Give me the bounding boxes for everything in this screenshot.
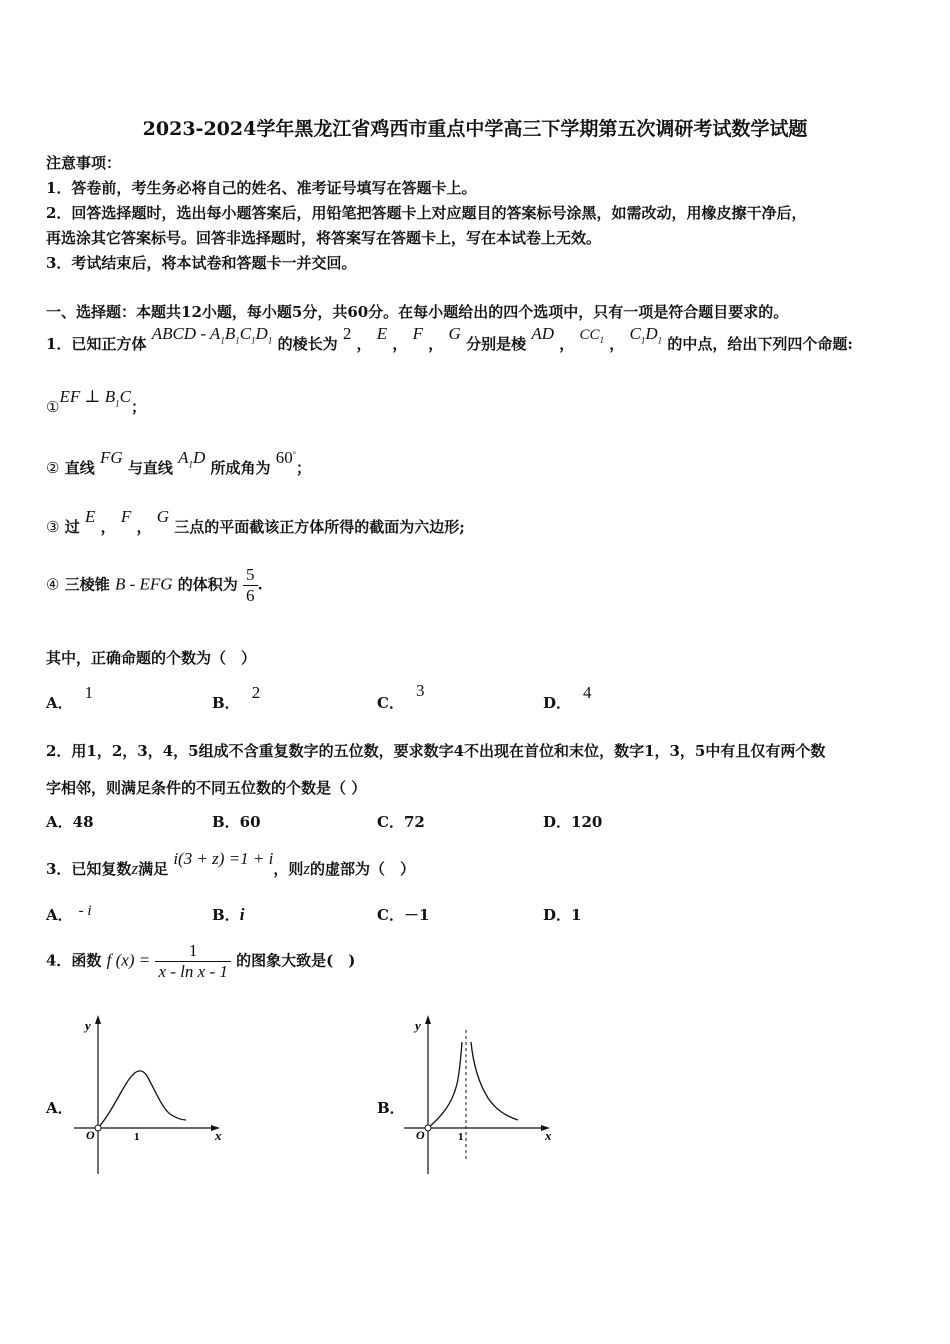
q3-option-d[interactable]: D．1 bbox=[543, 906, 582, 924]
q2-option-c[interactable]: C．72 bbox=[377, 813, 425, 831]
q1-option-b[interactable] bbox=[212, 683, 261, 713]
q1-p4-text-2: 的体积为 bbox=[177, 575, 238, 594]
fraction-denominator: x - ln x - 1 bbox=[155, 961, 230, 982]
q1-p3-e: E bbox=[84, 507, 96, 526]
q3-text-2: 满足 bbox=[138, 860, 169, 878]
axis-label-y: y bbox=[415, 1018, 421, 1033]
q1-cc: CC bbox=[579, 327, 600, 343]
q1-text-2: 的棱长为 bbox=[277, 335, 338, 353]
q1-p2-fg: FG bbox=[99, 448, 123, 467]
q1-p3-f: F bbox=[120, 507, 132, 526]
q3-z: z bbox=[131, 859, 139, 878]
q1-sub: 1 bbox=[599, 335, 604, 345]
q1-p2-text-1: 直线 bbox=[64, 459, 95, 477]
q1-p2-text-3: 所成角为 bbox=[210, 459, 271, 477]
origin-label: O bbox=[416, 1128, 425, 1142]
q1-sub: 1 bbox=[657, 335, 663, 346]
q1-proposition-3 bbox=[46, 507, 465, 537]
q1-p4-volume-fraction bbox=[243, 565, 258, 606]
q1-p4-text-1: 三棱锥 bbox=[64, 575, 110, 594]
q1-option-a[interactable] bbox=[46, 683, 94, 713]
notice-item-2-line-1: 2．回答选择题时，选出每小题答案后，用铅笔把答题卡上对应题目的答案标号涂黑，如需改动，用橡皮擦干净后， bbox=[46, 204, 807, 222]
notice-item-2-line-2: 再选涂其它答案标号。回答非选择题时，将答案写在答题卡上，写在本试卷上无效。 bbox=[46, 229, 602, 247]
q1-p2-a1d bbox=[178, 448, 206, 470]
notice-heading: 注意事项： bbox=[46, 154, 122, 172]
question-2-line-1: 2．用1，2，3，4，5组成不含重复数字的五位数，要求数字4不出现在首位和末位，数字1，3，5中有且仅有两个数 bbox=[46, 742, 826, 760]
page-title: 2023-2024学年黑龙江省鸡西市重点中学高三下学期第五次调研考试数学试题 bbox=[142, 118, 808, 140]
origin-hollow-point bbox=[95, 1125, 101, 1131]
q1-p2-text-2: 与直线 bbox=[127, 459, 173, 477]
tick-label: 1 bbox=[458, 1131, 464, 1143]
q3-text-1: 3．已知复数 bbox=[46, 860, 132, 878]
q1-p2-angle-value: 60 bbox=[275, 448, 293, 467]
q1-p1-expr-text: EF ⊥ B bbox=[59, 387, 116, 406]
q1-p1-end: ； bbox=[130, 398, 146, 416]
q4-option-b[interactable]: B． bbox=[377, 1099, 405, 1117]
q1-cube-b: B bbox=[224, 324, 236, 343]
q1-question: 其中，正确命题的个数为（ ） bbox=[46, 649, 257, 667]
q1-text-3: 分别是棱 bbox=[466, 335, 527, 353]
q1-sep: ， bbox=[428, 335, 444, 353]
function-curve-left bbox=[428, 1042, 462, 1128]
q1-p2-degree: ° bbox=[292, 450, 296, 459]
fraction-numerator: 1 bbox=[188, 941, 198, 960]
fraction-numerator: 5 bbox=[246, 565, 255, 584]
q1-text-4: 的中点，给出下列四个命题: bbox=[667, 335, 853, 353]
q3-equation: i(3 + z) =1 + i bbox=[173, 849, 274, 868]
q1-d: D bbox=[645, 324, 658, 343]
q1-option-d[interactable] bbox=[543, 683, 592, 713]
q4-text-1: 4．函数 bbox=[46, 951, 102, 970]
q3-z: z bbox=[303, 859, 311, 878]
option-label: C． bbox=[377, 694, 404, 712]
q1-sep: ， bbox=[392, 335, 408, 353]
q1-p4-expr: B - EFG bbox=[114, 574, 173, 594]
q3-text-3: ，则 bbox=[273, 860, 304, 878]
option-value: 4 bbox=[583, 683, 592, 702]
q1-proposition-1 bbox=[46, 387, 146, 418]
section-heading: 一、选择题：本题共12小题，每小题5分，共60分。在每小题给出的四个选项中，只有一项是符合题目要求的。 bbox=[46, 303, 789, 321]
q1-sep: ， bbox=[559, 335, 575, 353]
q1-option-c[interactable] bbox=[377, 681, 425, 713]
question-3-stem bbox=[46, 849, 416, 879]
q1-sub: 1 bbox=[220, 335, 225, 346]
axis-label-x: x bbox=[215, 1128, 222, 1143]
origin-label: O bbox=[86, 1128, 95, 1142]
q3-option-b[interactable] bbox=[212, 904, 244, 925]
axis-label-y: y bbox=[85, 1018, 91, 1033]
q1-sub: 1 bbox=[267, 335, 273, 346]
q1-edge-length: 2 bbox=[342, 324, 352, 343]
option-value: 3 bbox=[415, 681, 425, 700]
q1-p2-angle bbox=[276, 448, 296, 467]
question-2-line-2: 字相邻，则满足条件的不同五位数的个数是（ ） bbox=[46, 779, 367, 797]
q1-p1-c: C bbox=[119, 387, 131, 406]
q1-cube-c: C bbox=[239, 324, 252, 343]
q1-edge-c1d1 bbox=[629, 324, 663, 346]
q1-p3-text-2: 三点的平面截该正方体所得的截面为六边形; bbox=[174, 518, 465, 536]
option-label: B． bbox=[212, 694, 240, 712]
q1-point-f: F bbox=[412, 324, 424, 343]
q1-c: C bbox=[629, 324, 641, 343]
proposition-marker: ④ bbox=[46, 575, 60, 594]
option-label: A． bbox=[46, 906, 73, 924]
q1-cube-name bbox=[151, 324, 273, 346]
fraction-denominator: 6 bbox=[243, 585, 258, 606]
q1-point-g: G bbox=[448, 324, 461, 343]
question-1-stem bbox=[46, 324, 853, 355]
q1-text-1: 1．已知正方体 bbox=[46, 335, 147, 353]
option-value: i bbox=[239, 905, 245, 924]
origin-hollow-point bbox=[425, 1125, 431, 1131]
q2-option-a[interactable]: A．48 bbox=[46, 813, 94, 831]
y-axis-arrow bbox=[95, 1015, 101, 1024]
q1-sep: ， bbox=[100, 518, 116, 536]
notice-item-1: 1．答卷前，考生务必将自己的姓名、准考证号填写在答题卡上。 bbox=[46, 179, 477, 197]
notice-item-3: 3．考试结束后，将本试卷和答题卡一并交回。 bbox=[46, 254, 357, 272]
q1-p2-a: A bbox=[178, 448, 189, 467]
q1-cube-d: D bbox=[255, 324, 268, 343]
q1-sub: 1 bbox=[188, 459, 193, 470]
q1-sub: 1 bbox=[115, 398, 120, 409]
q3-option-c[interactable]: C．－1 bbox=[377, 906, 430, 924]
q4-function-name: f (x) = bbox=[106, 950, 151, 970]
proposition-marker: ① bbox=[46, 398, 60, 416]
axis-label-x: x bbox=[545, 1128, 552, 1143]
option-value: - i bbox=[78, 903, 92, 919]
q1-edge-cc1 bbox=[579, 327, 604, 343]
tick-label: 1 bbox=[134, 1131, 140, 1143]
q1-sep: ， bbox=[136, 518, 152, 536]
y-axis-arrow bbox=[425, 1015, 431, 1024]
option-value: 2 bbox=[251, 683, 261, 702]
q4-graph-b bbox=[400, 1012, 560, 1177]
q1-p2-d: D bbox=[192, 448, 206, 467]
q1-p2-end: ； bbox=[295, 459, 311, 477]
q3-text-4: 的虚部为（ ） bbox=[310, 860, 416, 878]
option-label: D． bbox=[543, 694, 572, 712]
q1-sub: 1 bbox=[251, 335, 256, 346]
function-curve bbox=[98, 1071, 186, 1128]
q4-option-a[interactable]: A． bbox=[46, 1099, 73, 1117]
option-label: A． bbox=[46, 694, 73, 712]
q1-p3-text-1: 过 bbox=[64, 518, 80, 536]
q1-sep: ， bbox=[609, 335, 625, 353]
q1-edge-ad: AD bbox=[531, 324, 554, 343]
proposition-marker: ③ bbox=[46, 518, 60, 536]
q4-text-2: 的图象大致是( ) bbox=[236, 951, 356, 970]
q2-option-b[interactable]: B．60 bbox=[212, 813, 261, 831]
q1-point-e: E bbox=[376, 324, 388, 343]
function-curve-right bbox=[471, 1042, 518, 1120]
q1-p3-g: G bbox=[156, 507, 169, 526]
q1-proposition-4 bbox=[46, 565, 263, 606]
question-4-stem bbox=[46, 941, 355, 982]
q1-p1-expr bbox=[59, 387, 131, 409]
q1-proposition-2 bbox=[46, 448, 311, 479]
option-value: 1 bbox=[84, 683, 94, 702]
q1-sub: 1 bbox=[640, 335, 646, 346]
proposition-marker: ② bbox=[46, 459, 60, 477]
q1-cube-a: ABCD - A bbox=[151, 324, 221, 343]
option-label: B． bbox=[212, 906, 240, 924]
q1-p4-end: . bbox=[257, 575, 263, 594]
q4-function-fraction bbox=[155, 941, 230, 982]
q4-graph-a bbox=[70, 1012, 230, 1177]
q1-sep: ， bbox=[356, 335, 372, 353]
q1-sub: 1 bbox=[235, 335, 240, 346]
q2-option-d[interactable]: D．120 bbox=[543, 813, 603, 831]
q3-option-a[interactable] bbox=[46, 903, 92, 925]
